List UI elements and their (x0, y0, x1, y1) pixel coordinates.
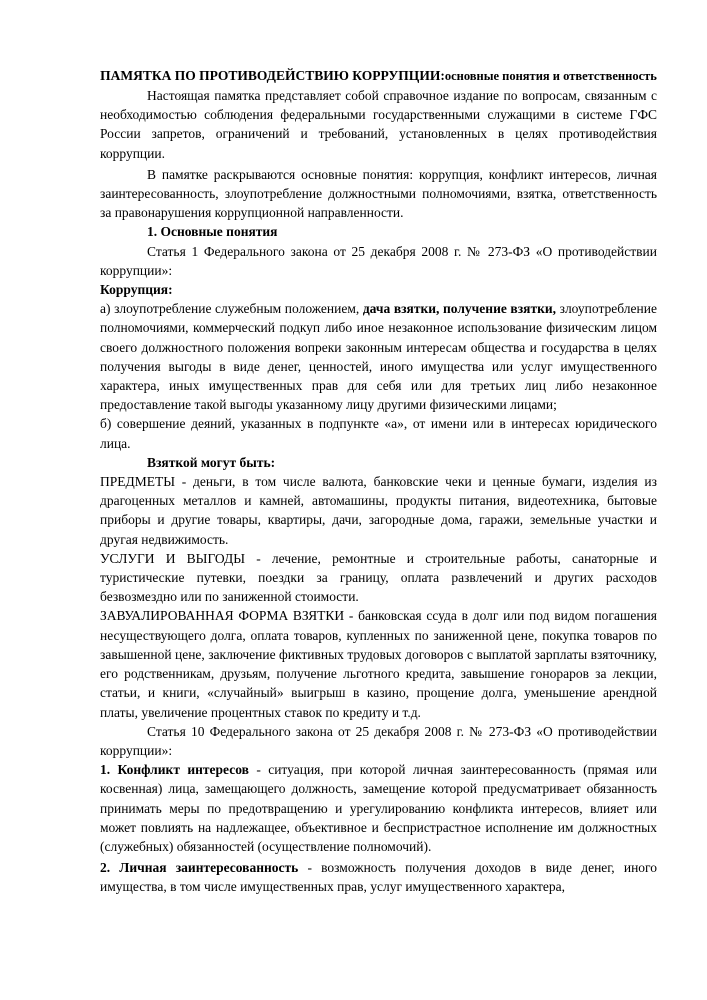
bribe-item-services: УСЛУГИ И ВЫГОДЫ - лечение, ремонтные и строительные работы, санаторные и туристические путевки, поездки за границу, оплата развлечений и других расходов безвозмездно или по заниженной стоимости. (100, 550, 657, 605)
corruption-item-b: б) совершение деяний, указанных в подпункте «а», от имени или в интересах юридического лица. (100, 416, 657, 451)
definition-term: 1. Конфликт интересов (100, 762, 249, 778)
bribe-item-veiled: ЗАВУАЛИРОВАННАЯ ФОРМА ВЗЯТКИ - банковская ссуда в долг или под видом погашения несуществующего долга, оплата товаров, купленных по заниженной цене, покупка товаров по завышенной цене, заключение фиктивных трудовых договоров с выплатой зарплаты взяточнику, его родственникам, друзьям, получение льготного кредита, завышение гонораров за лекции, статьи, и книги, «случайный» выигрыш в казино, прощение долга, уменьшение арендной платы, увеличение процентных ставок по кредиту и т.д. (100, 608, 657, 720)
corruption-a-start: а) злоупотребление служебным положением, (100, 301, 360, 317)
title-sub: основные понятия и ответственность (444, 69, 657, 83)
definition-text: - ситуация, при которой личная заинтересованность (прямая или косвенная) лица, замещающего должность, замещение которой предусматривает обязанность принимать меры по предотвращению и урегулированию конфликта интересов, влияет или может повлиять на надлежащее, объективное и беспристрастное исполнение им должностных (служебных) обязанностей (осуществление полномочий). (100, 762, 658, 854)
article10-reference: Статья 10 Федерального закона от 25 декабря 2008 г. № 273-ФЗ «О противодействии коррупции»: (100, 723, 657, 758)
intro-paragraph-2: В памятке раскрываются основные понятия: коррупция, конфликт интересов, личная заинтересованность, злоупотребление должностными полномочиями, взятка, ответственность за правонарушения коррупционной направленности. (100, 166, 657, 221)
document-title (100, 66, 657, 86)
definition-text: - возможность получения доходов в виде денег, иного имущества, в том числе имущественных прав, услуг имущественного характера, (100, 860, 657, 895)
section1-heading: 1. Основные понятия (147, 224, 278, 240)
intro-paragraph-1: Настоящая памятка представляет собой справочное издание по вопросам, связанным с необходимостью соблюдения федеральными государственными служащими в системе ГФС России запретов, ограничений и требований, установленных в целях противодействия коррупции. (100, 88, 657, 161)
bribes-heading: Взяткой могут быть: (147, 454, 276, 470)
definition-personal-interest (100, 858, 657, 896)
corruption-a-rest: злоупотребление полномочиями, коммерческий подкуп либо иное незаконное использование физическим лицом своего должностного положения вопреки законным интересам общества и государства в целях получения выгоды в виде денег, ценностей, иного имущества или услуг имущественного характера, иных имущественных прав для себя или для третьих лиц либо незаконное предоставление такой выгоды указанному лицу другими физическими лицами; (100, 301, 657, 413)
definition-term: 2. Личная заинтересованность (100, 860, 299, 876)
title-main: ПАМЯТКА ПО ПРОТИВОДЕЙСТВИЮ КОРРУПЦИИ: (100, 68, 445, 83)
corruption-item-a (100, 299, 657, 414)
article1-reference: Статья 1 Федерального закона от 25 декабря 2008 г. № 273-ФЗ «О противодействии коррупции»: (100, 243, 657, 278)
definition-conflict-of-interest (100, 760, 657, 856)
corruption-a-bold: дача взятки, получение взятки, (359, 301, 557, 317)
bribe-item-objects: ПРЕДМЕТЫ - деньги, в том числе валюта, банковские чеки и ценные бумаги, изделия из драгоценных металлов и камней, автомашины, продукты питания, видеотехника, бытовые приборы и другие товары, квартиры, дачи, загородные дома, гаражи, земельные участки и другая недвижимость. (100, 474, 657, 547)
corruption-heading: Коррупция: (100, 282, 173, 298)
